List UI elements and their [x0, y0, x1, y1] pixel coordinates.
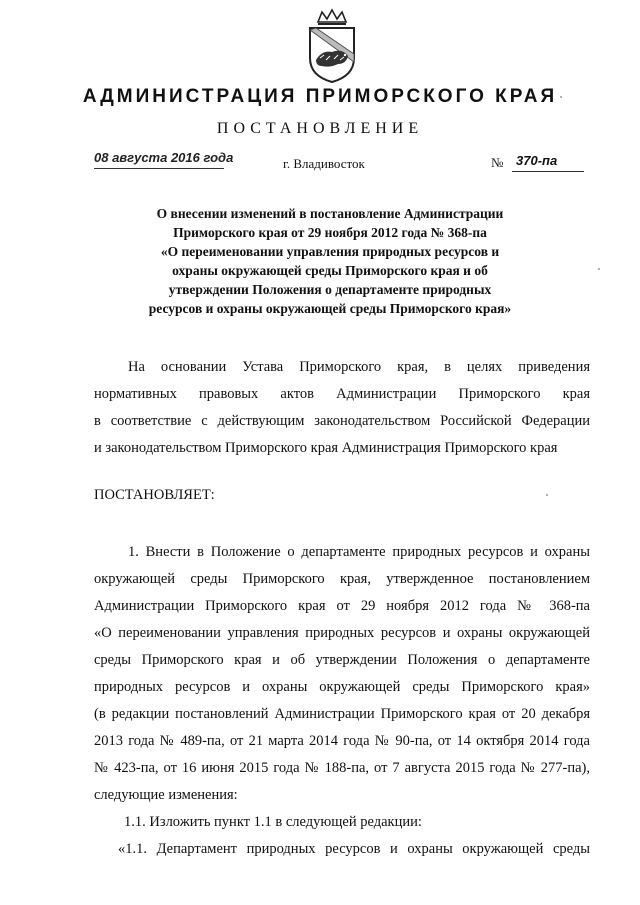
scan-speck [546, 494, 548, 496]
point-1-1-quote-line: «1.1. Департамент природных ресурсов и охраны окружающей среды [118, 841, 590, 857]
point-1-line: 1. Внести в Положение о департаменте природных ресурсов и охраны [128, 544, 590, 560]
point-1-line: среды Приморского края и об утверждении Положения о департаменте [94, 652, 590, 668]
point-1-line: природных ресурсов и охраны окружающей среды Приморского края» [94, 679, 590, 695]
preamble-line: нормативных правовых актов Администрации Приморского края [94, 386, 590, 402]
document-number: 370-па [516, 153, 558, 168]
title-line: Приморского края от 29 ноября 2012 года № 368-па [173, 225, 487, 240]
title-line: «О переименовании управления природных ресурсов и [160, 244, 500, 259]
title-line: О внесении изменений в постановление Администрации [156, 206, 504, 221]
point-1-line: (в редакции постановлений Администрации Приморского края от 20 декабря [94, 706, 590, 722]
point-1-line: окружающей среды Приморского края, утвержденное постановлением [94, 571, 590, 587]
title-line: охраны окружающей среды Приморского края и об [172, 263, 488, 278]
document-number-label: № [491, 155, 504, 170]
preamble-line: На основании Устава Приморского края, в целях приведения [128, 359, 590, 375]
date-underline [94, 168, 224, 169]
point-1-paragraph [94, 539, 590, 809]
issuing-authority: АДМИНИСТРАЦИЯ ПРИМОРСКОГО КРАЯ [82, 86, 558, 107]
point-1-1-line: 1.1. Изложить пункт 1.1 в следующей редакции: [124, 814, 422, 830]
number-underline [512, 171, 584, 172]
scan-speck [598, 268, 600, 270]
document-title [100, 204, 560, 318]
document-type: ПОСТАНОВЛЕНИЕ [216, 120, 424, 137]
scan-speck [560, 96, 562, 98]
resolves-heading: ПОСТАНОВЛЯЕТ: [94, 487, 215, 503]
point-1-line: Администрации Приморского края от 29 ноября 2012 года № 368-па [94, 598, 590, 614]
document-city: г. Владивосток [283, 156, 365, 171]
preamble-line: и законодательством Приморского края Администрация Приморского края [94, 440, 558, 456]
document-date: 08 августа 2016 года [94, 150, 234, 165]
preamble-line: в соответствие с действующим законодательством Российской Федерации [94, 413, 590, 429]
point-1-line: 2013 года № 489-па, от 21 марта 2014 года № 90-па, от 14 октября 2014 года [94, 733, 590, 749]
title-line: утверждении Положения о департаменте природных [168, 282, 492, 297]
coat-of-arms-icon [300, 8, 364, 84]
point-1-line: следующие изменения: [94, 787, 238, 803]
point-1-1-paragraph [94, 809, 590, 863]
title-line: ресурсов и охраны окружающей среды Приморского края» [148, 301, 512, 316]
preamble-paragraph [94, 354, 590, 462]
point-1-line: «О переименовании управления природных ресурсов и охраны окружающей [94, 625, 590, 641]
point-1-line: № 423-па, от 16 июня 2015 года № 188-па, от 7 августа 2015 года № 277-па), [94, 760, 590, 776]
